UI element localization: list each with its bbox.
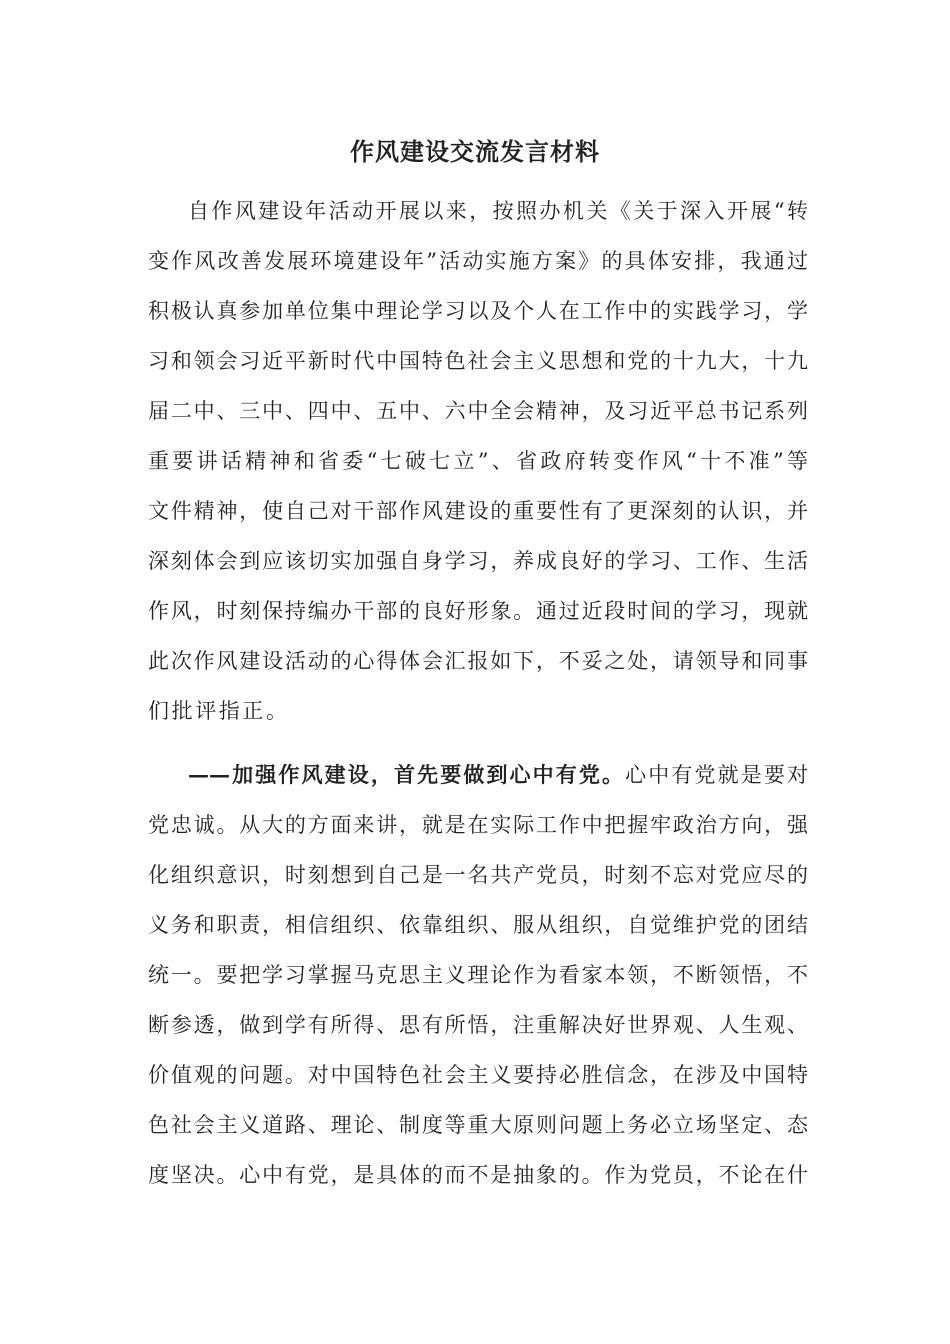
paragraph-1-line: 重要讲话精神和省委“七破七立”、省政府转变作风“十不准”等 [148, 449, 808, 473]
paragraph-1-line: 深刻体会到应该切实加强自身学习，养成良好的学习、工作、生活 [148, 549, 808, 573]
paragraph-1-line: 此次作风建设活动的心得体会汇报如下，不妥之处，请领导和同事 [148, 649, 808, 673]
paragraph-1-line: 变作风改善发展环境建设年”活动实施方案》的具体安排，我通过 [148, 249, 808, 273]
paragraph-2-line: 断参透，做到学有所得、思有所悟，注重解决好世界观、人生观、 [148, 1013, 808, 1037]
paragraph-1-line: 积极认真参加单位集中理论学习以及个人在工作中的实践学习，学 [148, 299, 808, 323]
paragraph-2-line: 义务和职责，相信组织、依靠组织、服从组织，自觉维护党的团结 [148, 913, 808, 937]
paragraph-2-line: 统一。要把学习掌握马克思主义理论作为看家本领，不断领悟，不 [148, 963, 808, 987]
paragraph-2-line: 价值观的问题。对中国特色社会主义要持必胜信念，在涉及中国特 [148, 1063, 808, 1087]
paragraph-1-line: 作风，时刻保持编办干部的良好形象。通过近段时间的学习，现就 [148, 599, 808, 623]
paragraph-2-line: 化组织意识，时刻想到自己是一名共产党员，时刻不忘对党应尽的 [148, 863, 808, 887]
paragraph-2-first-line [188, 760, 808, 790]
paragraph-2-lead-text: 心中有党就是要对 [625, 763, 809, 787]
paragraph-1-line: 届二中、三中、四中、五中、六中全会精神，及习近平总书记系列 [148, 399, 808, 423]
section-heading: ——加强作风建设，首先要做到心中有党。 [188, 762, 626, 787]
document-title: 作风建设交流发言材料 [350, 137, 600, 166]
paragraph-1-line: 文件精神，使自己对干部作风建设的重要性有了更深刻的认识，并 [148, 499, 808, 523]
paragraph-1-line: 自作风建设年活动开展以来，按照办机关《关于深入开展“转 [188, 199, 808, 223]
paragraph-2-line: 色社会主义道路、理论、制度等重大原则问题上务必立场坚定、态 [148, 1113, 808, 1137]
paragraph-2-line: 度坚决。心中有党，是具体的而不是抽象的。作为党员，不论在什 [148, 1163, 808, 1187]
paragraph-1-line: 习和领会习近平新时代中国特色社会主义思想和党的十九大，十九 [148, 349, 808, 373]
paragraph-1-line: 们批评指正。 [148, 699, 290, 723]
paragraph-2-line: 党忠诚。从大的方面来讲，就是在实际工作中把握牢政治方向，强 [148, 813, 808, 837]
